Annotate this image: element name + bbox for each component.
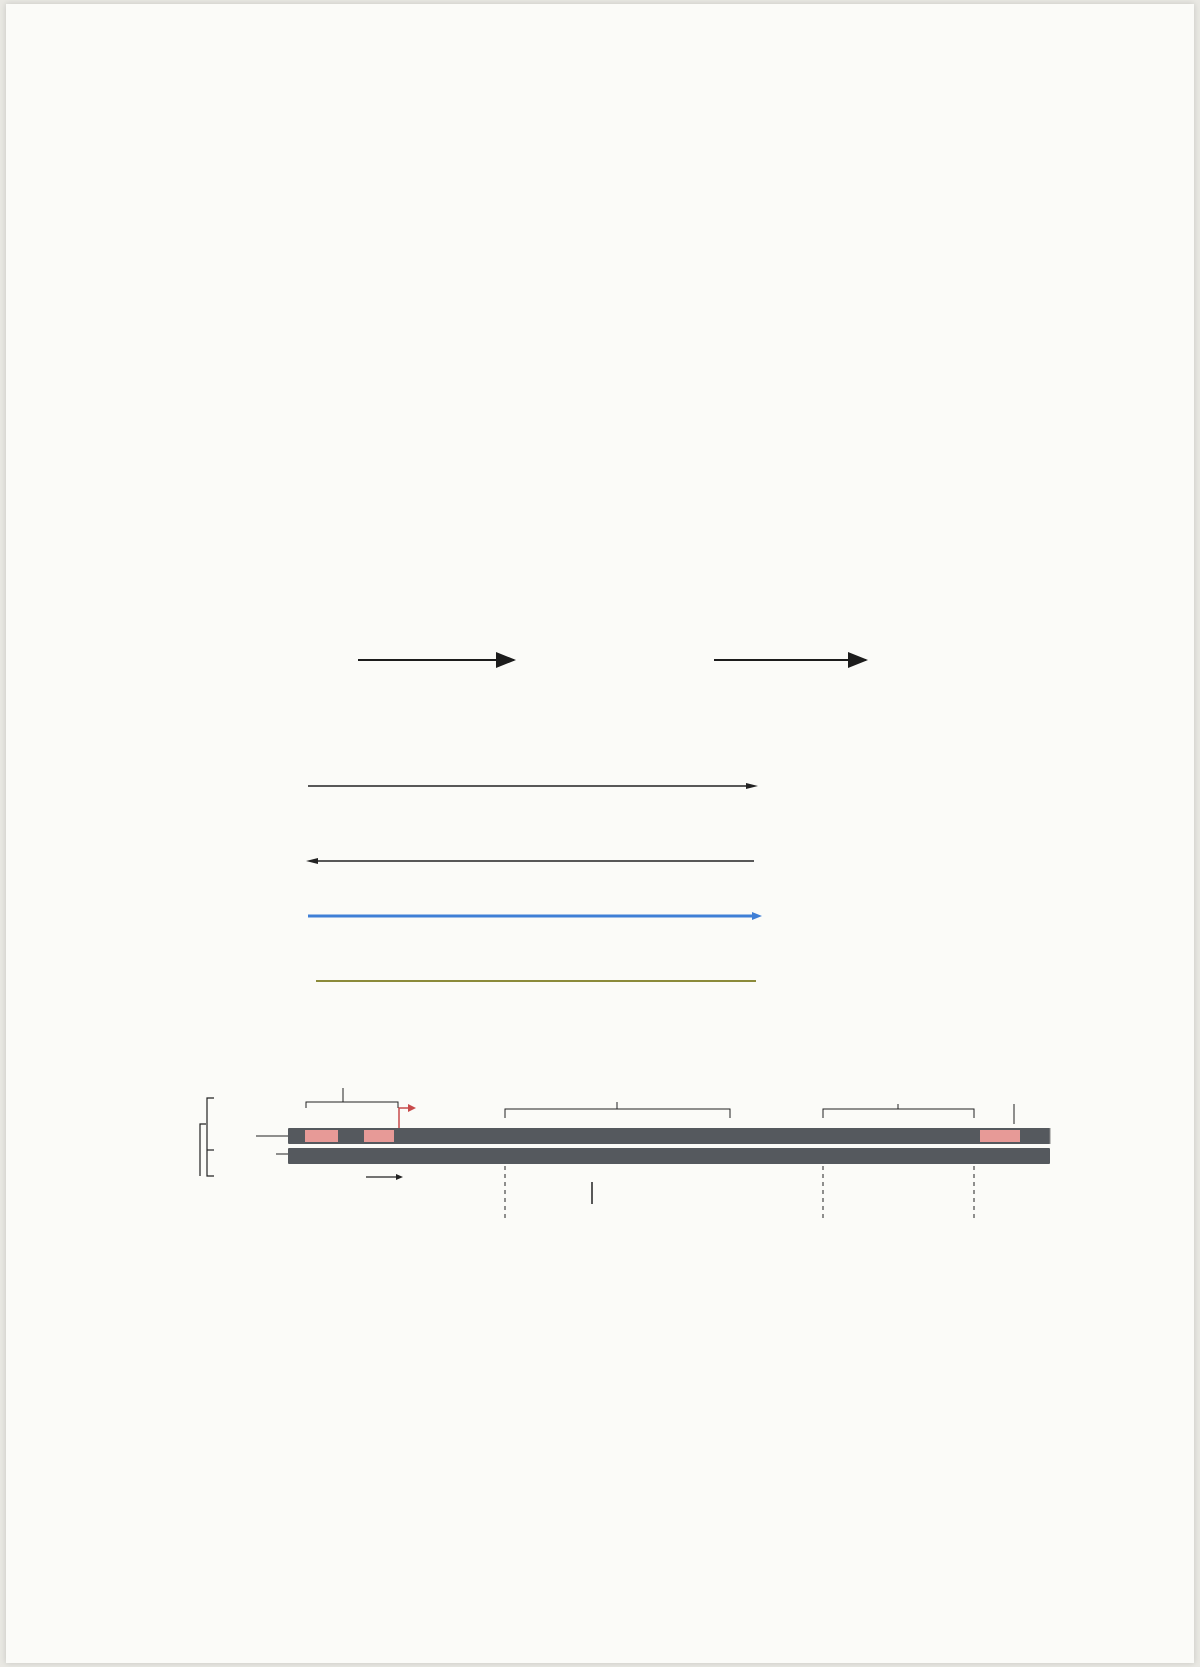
worksheet-page — [6, 4, 1194, 1663]
central-dogma-arrows — [6, 4, 1194, 724]
gene-structure-figure — [6, 1064, 1194, 1224]
polypeptide-chain — [316, 970, 756, 994]
dna-bottom-strand — [306, 845, 766, 865]
dna-top-strand — [306, 783, 766, 803]
mrna-strand — [306, 906, 776, 956]
